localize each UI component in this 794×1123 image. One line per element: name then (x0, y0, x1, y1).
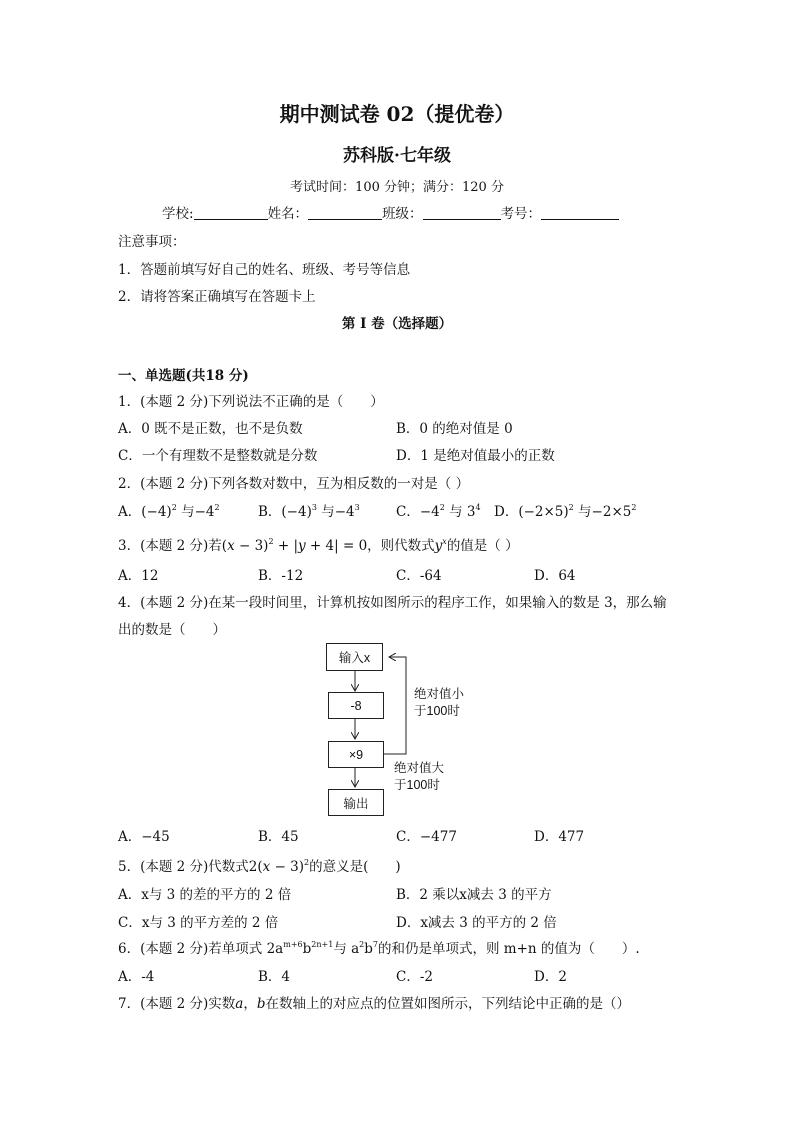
q2-option-a[interactable]: A．$(-4)^2$ 与$-4^2$ (118, 503, 220, 520)
name-label: 姓名： (267, 206, 309, 222)
question-2-stem: 2．(本题 2 分)下列各数对数中，互为相反数的一对是（ ） (118, 476, 470, 492)
q2-option-c[interactable]: C．$-4^2$ 与 $3^4$ (396, 503, 481, 520)
exam-title: 期中测试卷 02（提优卷） (279, 102, 515, 126)
q1-option-c[interactable]: C．一个有理数不是整数就是分数 (118, 448, 318, 464)
note-item: 1．答题前填写好自己的姓名、班级、考号等信息 (118, 262, 411, 278)
section1-title: 一、单选题(共18 分) (118, 368, 249, 384)
number-label: 考号： (500, 206, 542, 222)
question-3-stem: 3．(本题 2 分)若$(x - 3)^2 + |y + 4| = 0$，则代数式$y^x$的值是（ ） (118, 537, 519, 554)
q6-option-b[interactable]: B．4 (258, 969, 291, 985)
q5-formula: $2(x - 3)^2$ (248, 858, 310, 875)
question-6-stem: 6．(本题 2 分)若单项式 $2a^{m+6}b^{2n+1}$与 $a^2b^7$的和仍是单项式，则 m+n 的值为（ ）. (118, 940, 640, 957)
question-7-stem: 7．(本题 2 分)实数a，b在数轴上的对应点的位置如图所示，下列结论中正确的是（） (118, 996, 631, 1012)
q3-option-d[interactable]: D．64 (534, 568, 576, 584)
q6-option-c[interactable]: C．-2 (396, 969, 433, 985)
q1-option-a[interactable]: A．0 既不是正数，也不是负数 (118, 421, 303, 437)
q2-option-b[interactable]: B．$(-4)^3$ 与$-4^3$ (258, 503, 360, 520)
question-4-stem-line2: 出的数是（ ） (118, 622, 226, 638)
question-5-stem: 5．(本题 2 分)代数式$2(x - 3)^2$的意义是( ) (118, 858, 401, 875)
q5-option-a[interactable]: A．x与 3 的差的平方的 2 倍 (118, 887, 292, 903)
q6-option-a[interactable]: A．-4 (118, 969, 155, 985)
q5-option-c[interactable]: C．x与 3 的平方差的 2 倍 (118, 915, 279, 931)
note-item: 2．请将答案正确填写在答题卡上 (118, 289, 316, 305)
q4-option-d[interactable]: D．477 (534, 829, 585, 845)
flow-output-box: 输出 (328, 789, 384, 816)
flow-step2-box: ×9 (328, 741, 384, 768)
notes-heading: 注意事项： (118, 234, 186, 250)
part1-title: 第 I 卷（选择题） (341, 316, 453, 332)
q3-option-a[interactable]: A．12 (118, 568, 159, 584)
q1-option-d[interactable]: D．1 是绝对值最小的正数 (396, 448, 555, 464)
q5-option-d[interactable]: D．x减去 3 的平方的 2 倍 (396, 915, 557, 931)
q4-option-c[interactable]: C．−477 (396, 829, 457, 845)
flow-step1-box: -8 (328, 692, 384, 719)
exam-info: 考试时间：100 分钟；满分：120 分 (290, 180, 504, 195)
flow-exit-note: 绝对值大 于100时 (394, 761, 445, 792)
q3-formula: $(x - 3)^2 + |y + 4| = 0$ (221, 537, 368, 554)
q4-option-b[interactable]: B．45 (258, 829, 299, 845)
exam-subtitle: 苏科版·七年级 (343, 146, 451, 166)
q1-option-b[interactable]: B．0 的绝对值是 0 (396, 421, 513, 437)
question-4-stem-line1: 4．(本题 2 分)在某一段时间里，计算机按如图所示的程序工作，如果输入的数是 3，那么输 (118, 595, 667, 611)
q4-option-a[interactable]: A．−45 (118, 829, 170, 845)
q5-option-b[interactable]: B．2 乘以x减去 3 的平方 (396, 887, 552, 903)
flow-input-box: 输入x (326, 643, 383, 671)
question-1-stem: 1．(本题 2 分)下列说法不正确的是（ ） (118, 394, 384, 410)
q6-option-d[interactable]: D．2 (534, 969, 567, 985)
q3-option-c[interactable]: C．-64 (396, 568, 442, 584)
school-label: 学校: (162, 206, 194, 222)
flow-loop-note: 绝对值小 于100时 (414, 687, 465, 718)
q3-option-b[interactable]: B．-12 (258, 568, 304, 584)
class-label: 班级： (382, 206, 423, 222)
q2-option-d[interactable]: D．$(-2\times 5)^2$ 与$-2\times 5^2$ (494, 503, 637, 520)
